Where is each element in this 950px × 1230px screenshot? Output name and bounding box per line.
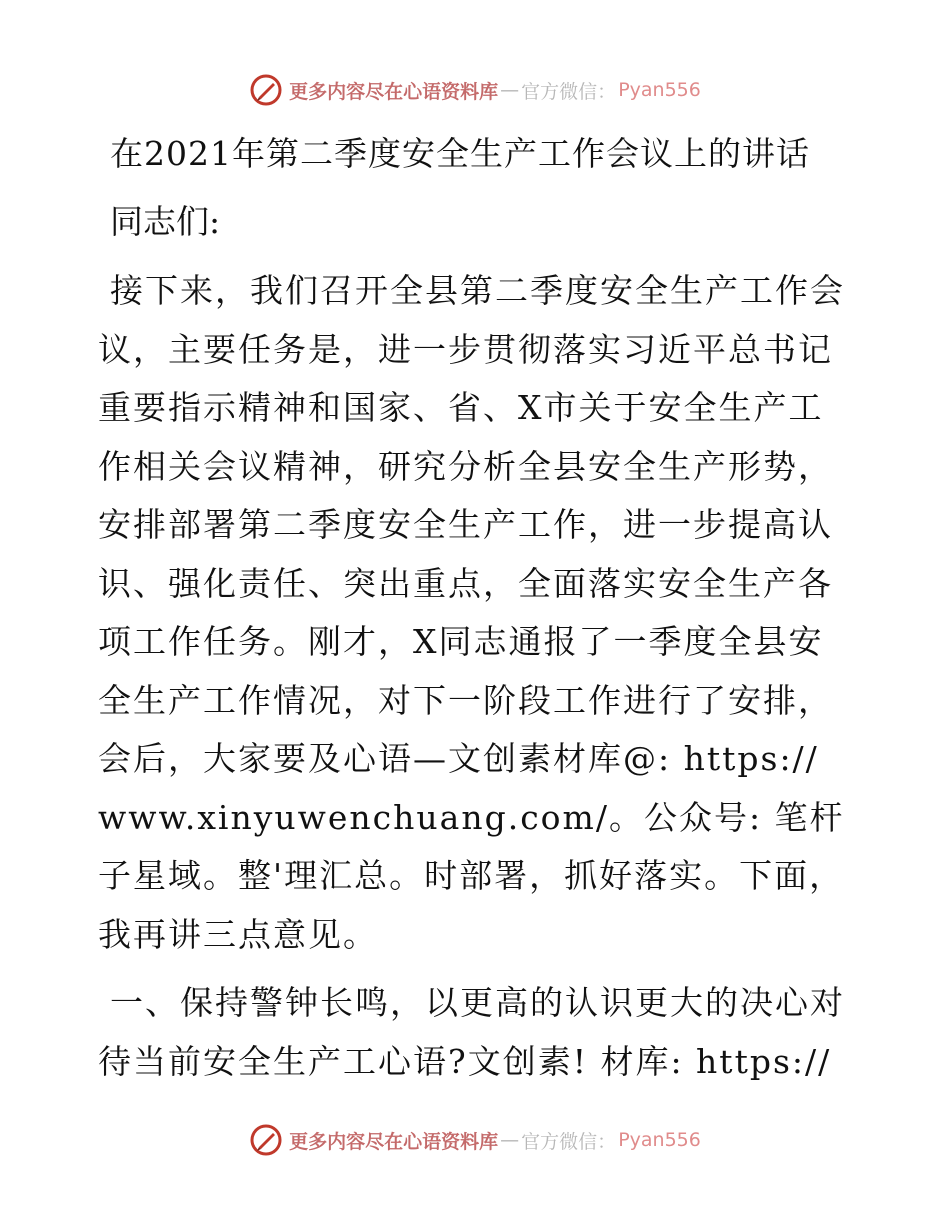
pen-logo-icon	[249, 73, 283, 107]
salutation: 同志们:	[110, 202, 221, 241]
paragraph-intro: 接下来，我们召开全县第二季度安全生产工作会议，主要任务是，进一步贯彻落实习近平总书记重要指示精神和国家、省、X市关于安全生产工作相关会议精神，研究分析全县安全生产形势，安排部署第二季度安全生产工作，进一步提高认识、强化责任、突出重点，全面落实安全生产各项工作任务。刚才，X同志通报了一季度全县安全生产工作情况，对下一阶段工作进行了安排，会后，大家要及心语—文创素材库@: https:// www.xinyuwenchuang.com/。公众号: 笔杆子星域。整'理汇总。时部署，抓好落实。下面，我再讲三点意见。	[98, 271, 845, 954]
footer-watermark	[0, 1120, 950, 1160]
document-body	[98, 120, 858, 1101]
pen-logo-icon	[249, 1123, 283, 1157]
watermark-official-label: 官方微信：	[521, 1130, 617, 1153]
watermark-text: 更多内容尽在心语资料库	[289, 1130, 499, 1153]
watermark-wechat-id: Pyan556	[618, 79, 701, 101]
watermark-text: 更多内容尽在心语资料库	[289, 80, 499, 103]
watermark-separator: —	[500, 79, 520, 101]
document-title: 在2021年第二季度安全生产工作会议上的讲话	[110, 134, 810, 173]
watermark-separator: —	[500, 1129, 520, 1151]
header-watermark	[0, 70, 950, 110]
watermark-official-label: 官方微信：	[521, 80, 617, 103]
watermark-wechat-id: Pyan556	[618, 1129, 701, 1151]
paragraph-section-one: 一、保持警钟长鸣，以更高的认识更大的决心对待当前安全生产工心语?文创素! 材库: https://	[98, 983, 845, 1081]
